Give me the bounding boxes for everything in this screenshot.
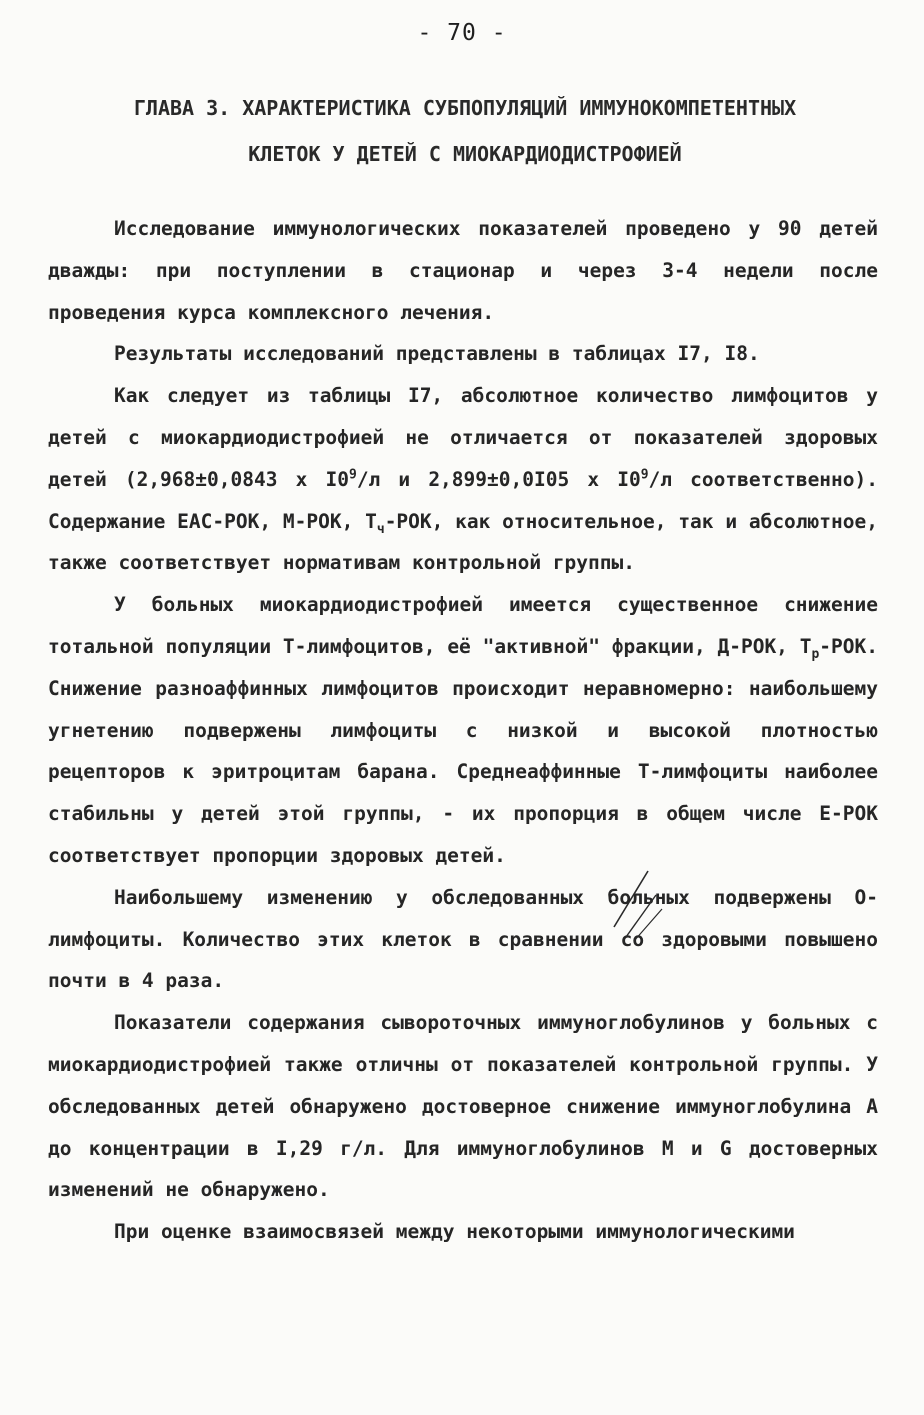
subscript-r: р: [811, 646, 820, 662]
paragraph-6: Показатели содержания сывороточных иммуноглобулинов у больных с миокардиодистрофией также отличны от показателей контрольной группы. У обследованных детей обнаружено достоверное снижение иммуноглобулина А до концентрации в I,29 г/л. Для иммуноглобулинов М и G достоверных изменений не обнаружено.: [48, 1011, 878, 1202]
paragraph-3-text-b: 0,0843 х I0: [207, 467, 349, 491]
plus-minus-sign-1: ±: [195, 467, 208, 491]
plus-minus-sign-2: ±: [487, 467, 499, 491]
chapter-title-line-1: ГЛАВА 3. ХАРАКТЕРИСТИКА СУБПОПУЛЯЦИЙ ИММУНОКОМПЕТЕНТНЫХ: [133, 96, 797, 120]
paragraph-3-text-f: -РОК, как относительное, так и абсолютное, также соответствует нормативам контрольной группы.: [48, 509, 878, 575]
paragraph-4-text-a: У больных миокардиодистрофией имеется существенное снижение тотальной популяции Т-лимфоцитов, её "активной" фракции, Д-РОК, Т: [48, 593, 878, 658]
paragraph-2: Результаты исследований представлены в таблицах I7, I8.: [114, 342, 760, 366]
handwritten-mark: [596, 865, 666, 945]
paragraph-3-text-c: /л и 2,899: [356, 467, 488, 491]
chapter-title-line-2: КЛЕТОК У ДЕТЕЙ С МИОКАРДИОДИСТРОФИЕЙ: [248, 142, 682, 166]
paragraph-7: При оценке взаимосвязей между некоторыми иммунологическими: [114, 1220, 795, 1244]
paragraph-1: Исследование иммунологических показателей проведено у 90 детей дважды: при поступлении в стационар и через 3-4 недели после проведения курса комплексного лечения.: [48, 217, 878, 324]
paragraph-3-text-e: /л соответственно). Содержание ЕАС-РОК, М-РОК, Т: [48, 467, 879, 533]
paragraph-5: Наибольшему изменению у обследованных больных подвержены О-лимфоциты. Количество этих клеток в сравнении со здоровыми повышено почти в 4 раза.: [48, 885, 878, 993]
exponent-1: 9: [348, 467, 357, 483]
paragraph-4-text-b: -РОК. Снижение разноаффинных лимфоцитов происходит неравномерно: наибольшему угнетению подвержены лимфоциты с низкой и высокой плотностью рецепторов к эритроцитам барана. Среднеаффинные Т-лимфоциты наиболее стабильны у детей этой группы, - их пропорция в общем числе Е-РОК соответствует пропорции здоровых детей.: [48, 634, 878, 867]
subscript-ch: ч: [376, 521, 385, 537]
paragraph-3: [48, 375, 878, 584]
chapter-title: [60, 85, 870, 177]
exponent-2: 9: [640, 467, 649, 483]
page-number: - 70 -: [417, 20, 507, 46]
paragraph-3-text-d: 0,0I05 х I0: [498, 467, 641, 491]
paragraph-4: [48, 584, 878, 877]
paragraph-3-text-a: Как следует из таблицы I7, абсолютное количество лимфоцитов у детей с миокардиодистрофией не отличается от показателей здоровых детей (2,968: [48, 384, 878, 491]
body-text: [48, 208, 878, 1253]
